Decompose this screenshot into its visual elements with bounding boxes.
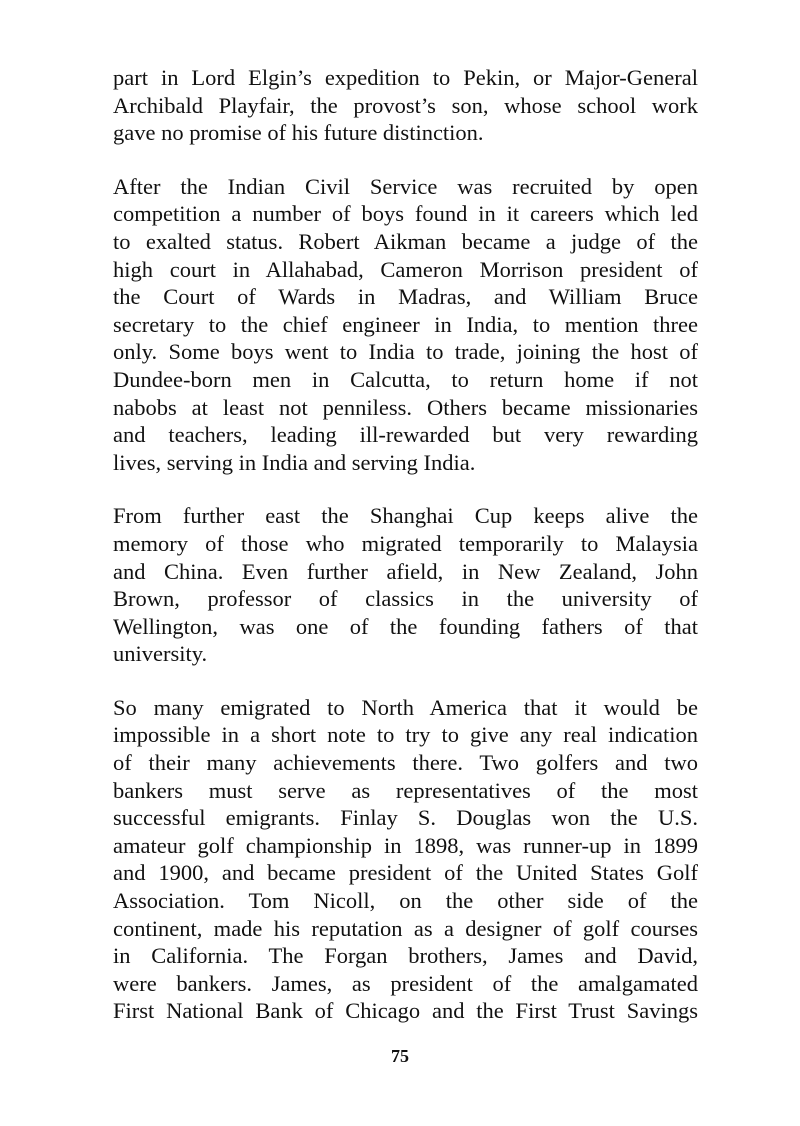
text-line: From further east the Shanghai Cup keeps alive the [113,503,698,529]
text-line: bankers must serve as representatives of the most [113,777,698,803]
text-line: secretary to the chief engineer in India, to mention three [113,311,698,337]
paragraph [113,64,698,147]
text-line: and China. Even further afield, in New Zealand, John [113,558,698,584]
text-line: the Court of Wards in Madras, and William Bruce [113,284,698,310]
text-line: high court in Allahabad, Cameron Morrison president of [113,256,698,282]
text-line: First National Bank of Chicago and the First Trust Savings [113,998,698,1024]
text-line: competition a number of boys found in it careers which led [113,201,698,227]
text-line: lives, serving in India and serving India. [113,449,476,475]
text-line: continent, made his reputation as a designer of golf courses [113,915,698,941]
page-body [113,64,698,1051]
text-line: impossible in a short note to try to give any real indication [113,722,698,748]
text-line: and 1900, and became president of the United States Golf [113,860,698,886]
text-line: were bankers. James, as president of the amalgamated [113,970,698,996]
text-line: university. [113,641,208,667]
text-line: successful emigrants. Finlay S. Douglas won the U.S. [113,805,698,831]
text-line: Dundee-born men in Calcutta, to return home if not [113,366,698,392]
text-line: of their many achievements there. Two golfers and two [113,750,698,776]
paragraph [113,173,698,477]
text-line: to exalted status. Robert Aikman became a judge of the [113,228,698,254]
text-line: Association. Tom Nicoll, on the other side of the [113,888,698,914]
text-line: memory of those who migrated temporarily to Malaysia [113,530,698,556]
text-line: only. Some boys went to India to trade, joining the host of [113,339,698,365]
text-line: Archibald Playfair, the provost’s son, whose school work [113,92,698,118]
text-line: in California. The Forgan brothers, James and David, [113,943,698,969]
text-line: amateur golf championship in 1898, was runner-up in 1899 [113,832,698,858]
text-line: part in Lord Elgin’s expedition to Pekin, or Major-General [113,65,698,90]
text-line: After the Indian Civil Service was recruited by open [113,173,698,199]
text-line: So many emigrated to North America that it would be [113,694,698,720]
text-line: Brown, professor of classics in the university of [113,586,698,612]
page-number: 75 [391,1046,409,1066]
paragraph [113,694,698,1025]
text-line: and teachers, leading ill-rewarded but very rewarding [113,422,698,448]
text-line: nabobs at least not penniless. Others became missionaries [113,394,698,420]
text-line: gave no promise of his future distinction. [113,120,484,146]
text-line: Wellington, was one of the founding fathers of that [113,613,698,639]
paragraph [113,502,698,668]
